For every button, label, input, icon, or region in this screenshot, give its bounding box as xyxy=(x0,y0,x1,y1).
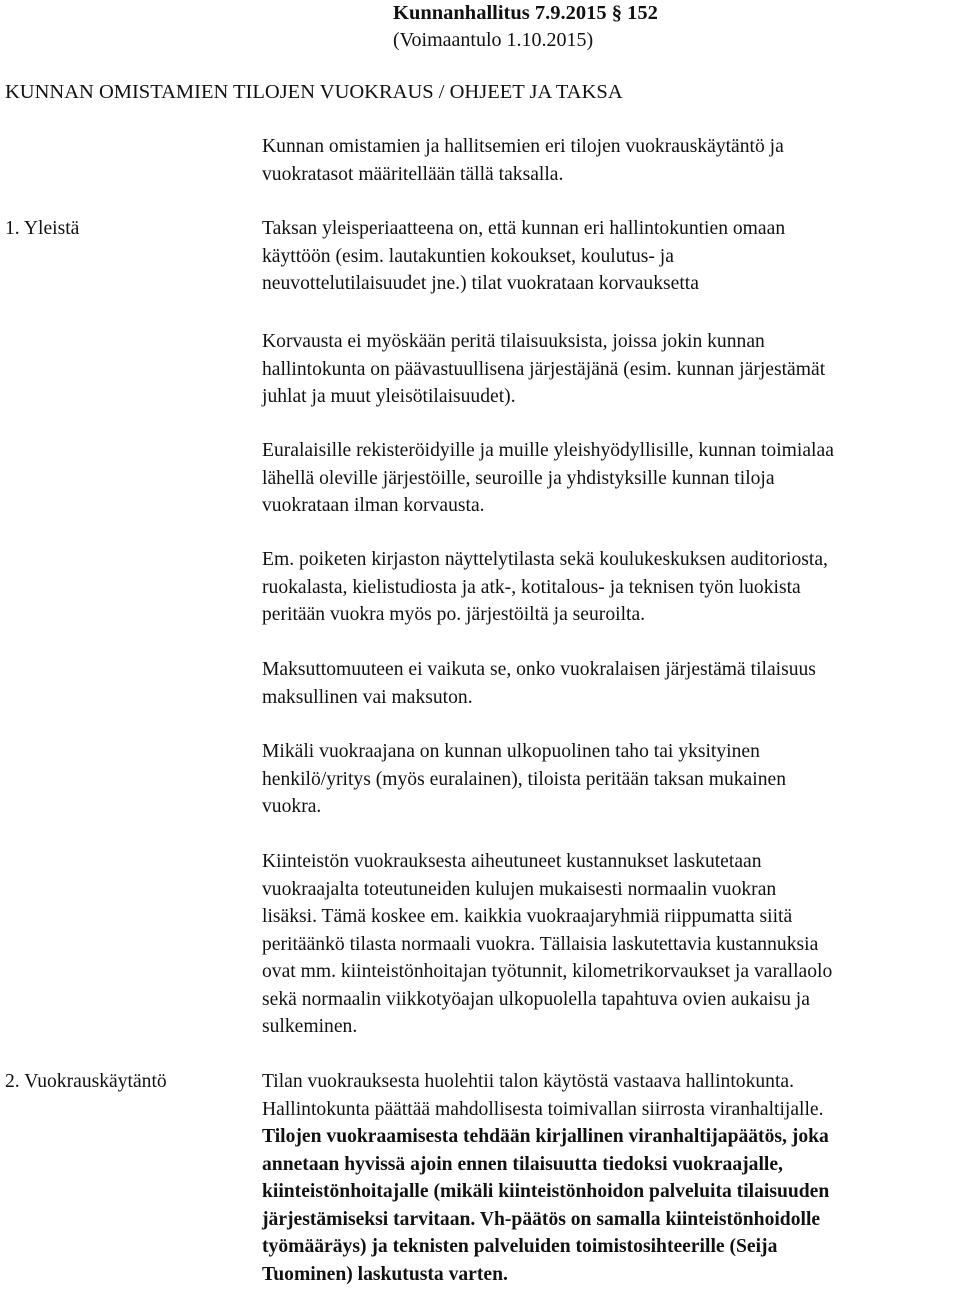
section-1-paragraph-6 xyxy=(262,738,960,821)
section-2-paragraph xyxy=(262,1068,960,1288)
paragraph-line: sulkeminen. xyxy=(262,1016,358,1037)
paragraph-line: sekä normaalin viikkotyöajan ulkopuolella tapahtuva ovien aukaisu ja xyxy=(262,988,810,1010)
section-1-paragraph-3 xyxy=(262,437,960,520)
paragraph-line-bold: Tilojen vuokraamisesta tehdään kirjallinen viranhaltijapäätös, joka xyxy=(262,1126,829,1147)
paragraph-line: Euralaisille rekisteröidyille ja muille yleishyödyllisille, kunnan toimialaa xyxy=(262,440,834,461)
paragraph-line: vuokra. xyxy=(262,796,322,817)
paragraph-line: Em. poiketen kirjaston näyttelytilasta sekä koulukeskuksen auditoriosta, xyxy=(262,549,828,570)
paragraph-line: juhlat ja muut yleisötilaisuudet). xyxy=(262,386,516,407)
paragraph-line: ovat mm. kiinteistönhoitajan työtunnit, kilometrikorvaukset ja varallaolo xyxy=(262,961,833,982)
paragraph-line: vuokrataan ilman korvausta. xyxy=(262,495,485,516)
section-1-paragraph-7 xyxy=(262,848,960,1041)
intro-line: Kunnan omistamien ja hallitsemien eri tilojen vuokrauskäytäntö ja xyxy=(262,136,784,157)
paragraph-line-bold: työmääräys) ja teknisten palveluiden toimistosihteerille (Seija xyxy=(262,1236,778,1257)
section-2-label: 2. Vuokrauskäytäntö xyxy=(5,1071,167,1092)
paragraph-line: Kiinteistön vuokrauksesta aiheutuneet kustannukset laskutetaan xyxy=(262,851,762,872)
paragraph-line: lisäksi. Tämä koskee em. kaikkia vuokraajaryhmiä riippumatta siitä xyxy=(262,906,793,927)
section-1-paragraph-1 xyxy=(262,215,960,298)
paragraph-line: vuokraajalta toteutuneiden kulujen mukaisesti normaalin vuokran xyxy=(262,878,777,900)
paragraph-line: hallintokunta on päävastuullisena järjestäjänä (esim. kunnan järjestämät xyxy=(262,358,826,380)
paragraph-line-bold: Tuominen) laskutusta varten. xyxy=(262,1263,508,1285)
paragraph-line: Korvausta ei myöskään peritä tilaisuuksista, joissa jokin kunnan xyxy=(262,331,765,352)
section-1-paragraph-2 xyxy=(262,328,960,411)
paragraph-line: Hallintokunta päättää mahdollisesta toimivallan siirrosta viranhaltijalle. xyxy=(262,1098,824,1120)
paragraph-line-bold: annetaan hyvissä ajoin ennen tilaisuutta tiedoksi vuokraajalle, xyxy=(262,1153,783,1175)
paragraph-line-bold: järjestämiseksi tarvitaan. Vh-päätös on samalla kiinteistönhoidolle xyxy=(262,1208,821,1230)
paragraph-line: Mikäli vuokraajana on kunnan ulkopuolinen taho tai yksityinen xyxy=(262,741,760,762)
section-1-paragraph-4 xyxy=(262,546,960,629)
effective-date: (Voimaantulo 1.10.2015) xyxy=(393,29,594,51)
paragraph-line: ruokalasta, kielistudiosta ja atk-, kotitalous- ja teknisen työn luokista xyxy=(262,576,801,598)
paragraph-line: peritään vuokra myös po. järjestöiltä ja seuroilta. xyxy=(262,604,646,625)
paragraph-line: maksullinen vai maksuton. xyxy=(262,686,473,708)
paragraph-line: Maksuttomuuteen ei vaikuta se, onko vuokralaisen järjestämä tilaisuus xyxy=(262,659,816,680)
paragraph-line: henkilö/yritys (myös euralainen), tiloista peritään taksan mukainen xyxy=(262,768,786,790)
paragraph-line: peritäänkö tilasta normaali vuokra. Tällaisia laskutettavia kustannuksia xyxy=(262,933,819,955)
paragraph-line: Taksan yleisperiaatteena on, että kunnan eri hallintokuntien omaan xyxy=(262,218,786,239)
section-1-label: 1. Yleistä xyxy=(5,218,80,239)
paragraph-line: lähellä oleville järjestöille, seuroille ja yhdistyksille kunnan tiloja xyxy=(262,467,775,489)
document-title: KUNNAN OMISTAMIEN TILOJEN VUOKRAUS / OHJEET JA TAKSA xyxy=(5,81,623,103)
paragraph-line: neuvottelutilaisuudet jne.) tilat vuokrataan korvauksetta xyxy=(262,273,699,294)
paragraph-line-bold: kiinteistönhoitajalle (mikäli kiinteistönhoidon palveluita tilaisuuden xyxy=(262,1181,830,1202)
intro-paragraph xyxy=(262,133,960,188)
intro-line: vuokratasot määritellään tällä taksalla. xyxy=(262,163,564,185)
paragraph-line: käyttöön (esim. lautakuntien kokoukset, koulutus- ja xyxy=(262,245,674,267)
section-1-paragraph-5 xyxy=(262,656,960,711)
meeting-reference: Kunnanhallitus 7.9.2015 § 152 xyxy=(393,2,658,24)
paragraph-line: Tilan vuokrauksesta huolehtii talon käytöstä vastaava hallintokunta. xyxy=(262,1071,795,1092)
